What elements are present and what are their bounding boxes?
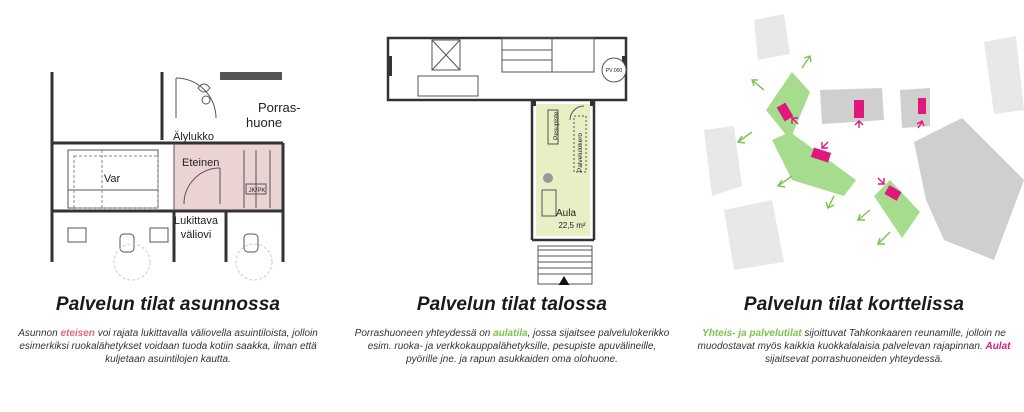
label-pesupiste: Pesupiste [553,111,560,140]
panel-description [694,327,1014,366]
apartment-floorplan [8,0,328,285]
label-area: 22,5 m² [558,221,586,230]
panel-apartment [8,0,328,412]
label-valiovi: väliovi [180,229,212,241]
desc-text: Asunnon [18,328,61,339]
desc-text: voi rajata lukittavalla väliovella asuintiloista, jolloin esimerkiksi ruokalähetykset voidaan tuoda kotiin saakka, ilman että kuljetaan asuintilojen kautta. [19,328,318,365]
label-pv: PV 000 [605,68,623,74]
desc-highlight: eteisen [60,328,95,339]
label-jkpk: JK/PK [248,188,266,194]
desc-text: , jossa sijaitsee palvelulokerikko esim. ruoka- ja verkkokauppalähetyksille, pesupiste apuvälineille, pyörille jne. ja rapun asukkaiden oma olohuone. [367,328,670,365]
label-huone: huone [246,115,283,130]
desc-highlight: Yhteis- ja palvelutilat [702,328,802,339]
panel-block [694,0,1014,412]
building-floorplan [352,0,672,285]
panel-description [352,327,672,366]
label-alylukko: Älylukko [173,131,214,143]
wall-segment [220,72,282,80]
desc-text: sijoittuvat Tahkonkaaren reunamille, jolloin ne muodostavat myös kaikkia kuokkalalaisia palvelevan rajapinnan. [697,328,1006,352]
label-lukittava: Lukittava [173,215,219,227]
label-eteinen: Eteinen [182,157,220,169]
desc-highlight: Aulat [985,341,1011,352]
block-siteplan [694,0,1024,285]
label-var: Var [103,173,121,185]
label-palvelulokero: Palvelulokero [577,132,584,172]
desc-highlight: aulatila [493,328,528,339]
entrance-arrow-icon [558,276,570,285]
desc-text: sijaitsevat porrashuoneiden yhteydessä. [765,354,943,365]
panel-building [352,0,672,412]
panel-title: Palvelun tilat asunnossa [55,294,281,315]
panel-title: Palvelun tilat korttelissa [743,294,965,315]
desc-text: Porrashuoneen yhteydessä on [354,328,494,339]
entrance-highlight [174,143,282,210]
panel-title: Palvelun tilat talossa [416,294,608,315]
label-aula: Aula [555,208,577,219]
label-porras: Porras- [258,100,301,115]
panel-description [8,327,328,366]
